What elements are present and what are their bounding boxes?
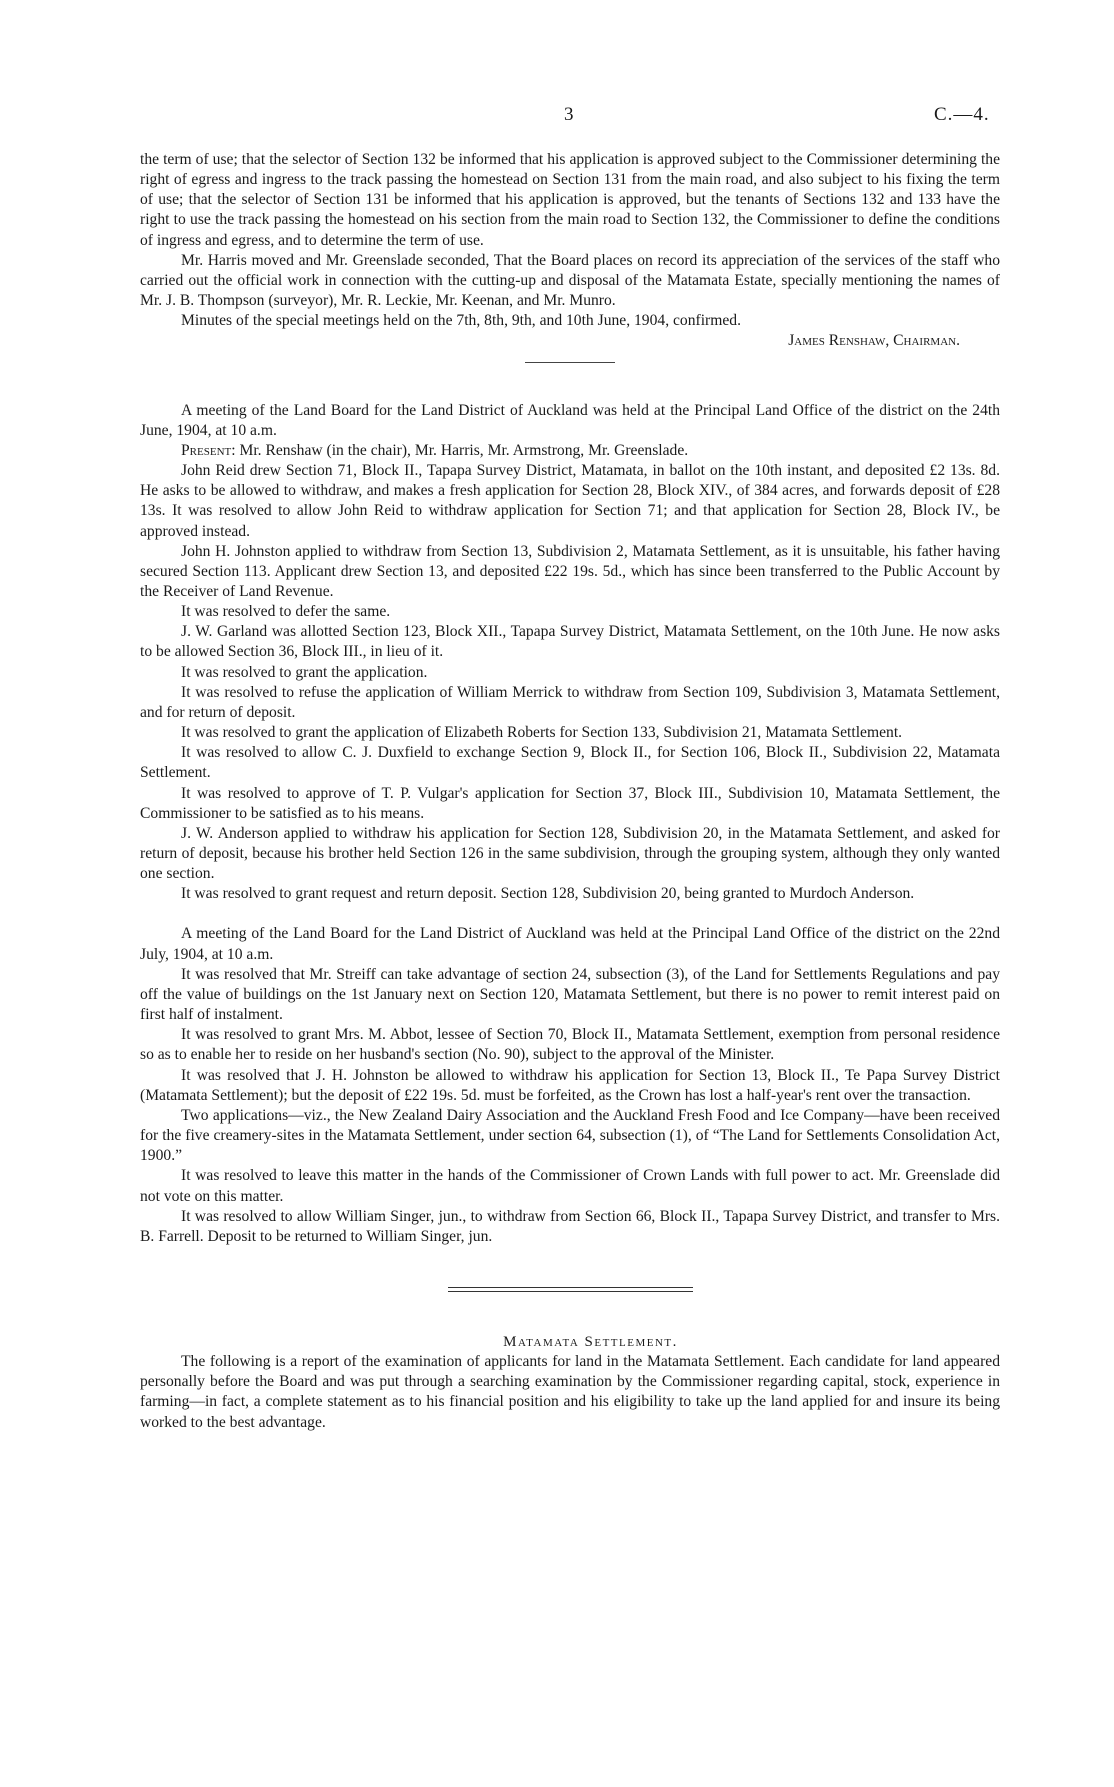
paragraph: It was resolved to refuse the application of William Merrick to withdraw from Section 109, Subdivision 3, Matamata Settlement, and for return of deposit. xyxy=(140,683,1000,721)
section-heading: Matamata Settlement. xyxy=(503,1333,678,1350)
paragraph: It was resolved to defer the same. xyxy=(181,603,391,621)
paragraph: It was resolved to grant the application of Elizabeth Roberts for Section 133, Subdivision 21, Matamata Settlement. xyxy=(181,724,903,742)
paragraph: It was resolved to grant the application. xyxy=(181,663,428,681)
document-reference: C.—4. xyxy=(934,104,990,125)
paragraph: It was resolved to grant request and return deposit. Section 128, Subdivision 20, being granted to Murdoch Anderson. xyxy=(181,885,915,903)
paragraph: It was resolved to allow William Singer, jun., to withdraw from Section 66, Block II., Tapapa Survey District, and transfer to Mrs. B. Farrell. Deposit to be returned to William Singer, jun. xyxy=(140,1207,1000,1245)
page-number: 3 xyxy=(564,104,574,125)
paragraph: It was resolved to leave this matter in the hands of the Commissioner of Crown Lands with full power to act. Mr. Greenslade did not vote on this matter. xyxy=(140,1167,1000,1205)
paragraph: the term of use; that the selector of Section 132 be informed that his application is approved subject to the Commissioner determining the right of egress and ingress to the track passing the homestead on Section 131 from the main road, and also subject to his fixing the term of use; that the selector of Section 131 be informed that his application is approved, but the tenants of Sections 132 and 133 have the right to use the track passing the homestead on his section from the main road to Section 132, the Commissioner to define the conditions of ingress and egress, and to determine the term of use. xyxy=(140,151,1000,249)
paragraph: It was resolved to approve of T. P. Vulgar's application for Section 37, Block III., Subdivision 10, Matamata Settlement, the Commissioner to be satisfied as to his means. xyxy=(140,784,1000,822)
paragraph: Minutes of the special meetings held on the 7th, 8th, 9th, and 10th June, 1904, confirmed. xyxy=(181,312,741,330)
paragraph: Mr. Harris moved and Mr. Greenslade seconded, That the Board places on record its appreciation of the services of the staff who carried out the official work in connection with the cutting-up and disposal of the Matamata Estate, specially mentioning the names of Mr. J. B. Thompson (surveyor), Mr. R. Leckie, Mr. Keenan, and Mr. Munro. xyxy=(140,251,1000,310)
paragraph: John H. Johnston applied to withdraw from Section 13, Subdivision 2, Matamata Settlement, as it is unsuitable, his father having secured Section 113. Applicant drew Section 13, and deposited £22 19s. 5d., which has since been transferred to the Public Account by the Receiver of Land Revenue. xyxy=(140,542,1000,600)
paragraph: The following is a report of the examination of applicants for land in the Matamata Settlement. Each candidate for land appeared personally before the Board and was put through a searching examination by the Commissioner regarding capital, stock, experience in farming—in fact, a complete statement as to his financial position and his eligibility to take up the land applied for and insure its being worked to the best advantage. xyxy=(140,1353,1000,1431)
paragraph: It was resolved that Mr. Streiff can take advantage of section 24, subsection (3), of the Land for Settlements Regulations and pay off the value of buildings on the 1st January next on Section 120, Matamata Settlement, but there is no power to remit interest paid on first half of instalment. xyxy=(140,965,1000,1024)
chairman-signature: James Renshaw, Chairman. xyxy=(788,332,960,350)
paragraph: Two applications—viz., the New Zealand Dairy Association and the Auckland Fresh Food and Ice Company—have been received for the five creamery-sites in the Matamata Settlement, under section 64, subsection (1), of “The Land for Settlements Consolidation Act, 1900.” xyxy=(140,1106,1000,1165)
paragraph: It was resolved that J. H. Johnston be allowed to withdraw his application for Section 13, Block II., Te Papa Survey District (Matamata Settlement); but the deposit of £22 19s. 5d. must be forfeited, as the Crown has lost a half-year's rent over the transaction. xyxy=(140,1066,1000,1104)
body-text xyxy=(140,150,1000,1433)
paragraph: A meeting of the Land Board for the Land District of Auckland was held at the Principal Land Office of the district on the 22nd July, 1904, at 10 a.m. xyxy=(140,925,1000,963)
paragraph: J. W. Anderson applied to withdraw his application for Section 128, Subdivision 20, in the Matamata Settlement, and asked for return of deposit, because his brother held Section 126 in the same subdivision, through the grouping system, although they only wanted one section. xyxy=(140,824,1000,883)
present-paragraph xyxy=(140,441,1000,461)
present-label: Present xyxy=(181,441,232,459)
present-text: : Mr. Renshaw (in the chair), Mr. Harris, Mr. Armstrong, Mr. Greenslade. xyxy=(231,441,689,459)
paragraph: It was resolved to allow C. J. Duxfield to exchange Section 9, Block II., for Section 106, Block II., Subdivision 22, Matamata Settlement. xyxy=(140,744,1000,782)
paragraph: It was resolved to grant Mrs. M. Abbot, lessee of Section 70, Block II., Matamata Settlement, exemption from personal residence so as to enable her to reside on her husband's section (No. 90), subject to the approval of the Minister. xyxy=(140,1026,1000,1064)
paragraph: John Reid drew Section 71, Block II., Tapapa Survey District, Matamata, in ballot on the 10th instant, and deposited £2 13s. 8d. He asks to be allowed to withdraw, and makes a fresh application for Section 28, Block XIV., of 384 acres, and forwards deposit of £28 13s. It was resolved to allow John Reid to withdraw application for Section 71; and that application for Section 28, Block IV., be approved instead. xyxy=(140,462,1000,540)
paragraph: A meeting of the Land Board for the Land District of Auckland was held at the Principal Land Office of the district on the 24th June, 1904, at 10 a.m. xyxy=(140,401,1000,439)
double-divider xyxy=(448,1287,693,1292)
short-divider xyxy=(525,362,615,363)
paragraph: J. W. Garland was allotted Section 123, Block XII., Tapapa Survey District, Matamata Settlement, on the 10th June. He now asks to be allowed Section 36, Block III., in lieu of it. xyxy=(140,623,1000,661)
section-gap xyxy=(140,904,1000,924)
page-header xyxy=(0,104,1114,128)
